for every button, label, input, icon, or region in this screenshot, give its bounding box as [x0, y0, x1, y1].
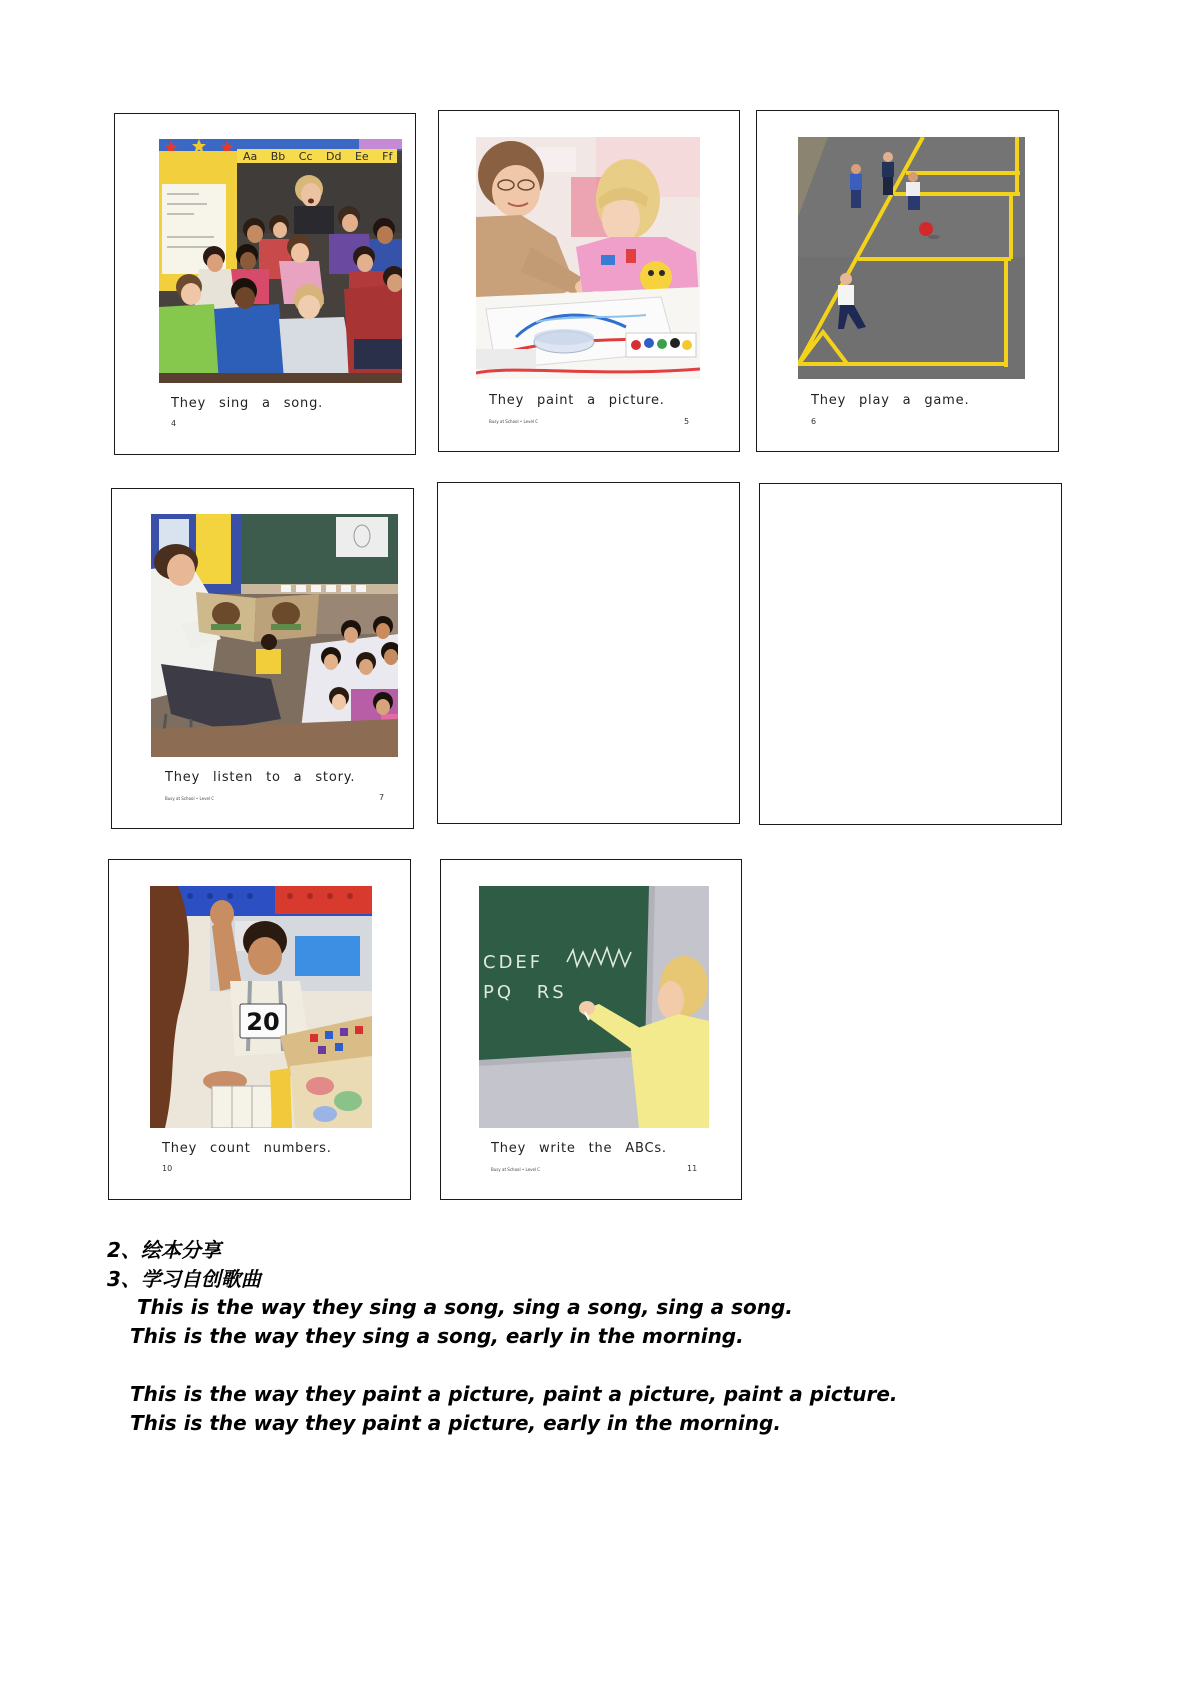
- photo-detail: [235, 287, 255, 309]
- photo-detail: [306, 1077, 334, 1095]
- photo-detail: [261, 634, 277, 650]
- page-caption: They sing a song.: [171, 396, 324, 411]
- photo-detail: [334, 1091, 362, 1111]
- photo-detail: [298, 295, 320, 319]
- photo-detail: [310, 1034, 318, 1042]
- photo-detail: [247, 893, 253, 899]
- photo-detail: [211, 624, 241, 630]
- photo-detail: [344, 627, 358, 643]
- photo-detail: [601, 255, 615, 265]
- blank-page-frame: [759, 483, 1062, 825]
- photo-detail: [342, 214, 358, 232]
- photo-detail: [335, 1043, 343, 1051]
- photo-detail: [308, 199, 314, 204]
- photo-children-singing: [159, 139, 402, 383]
- photo-detail: [626, 249, 636, 263]
- photo-detail: [659, 270, 665, 276]
- photo-detail: [908, 172, 918, 182]
- book-footer: Busy at School • Level C: [489, 419, 539, 424]
- photo-detail: [682, 340, 692, 350]
- book-page-card: [440, 859, 742, 1200]
- photo-detail: [376, 699, 390, 715]
- photo-detail: [256, 649, 281, 674]
- photo-detail: [357, 254, 373, 272]
- photo-detail: [336, 517, 388, 557]
- photo-detail: [377, 226, 393, 244]
- photo-detail: [359, 139, 402, 149]
- page-number: 11: [687, 1164, 698, 1173]
- photo-detail: [376, 623, 390, 639]
- photo-detail: [325, 1031, 333, 1039]
- page-number: 4: [171, 419, 177, 428]
- photo-detail: [227, 893, 233, 899]
- song-line: This is the way they paint a picture, paint a picture, paint a picture.: [130, 1382, 898, 1406]
- photo-detail: [906, 182, 920, 196]
- photo-detail: [355, 1026, 363, 1034]
- photo-detail: [631, 340, 641, 350]
- photo-detail: [850, 174, 862, 190]
- song-line: This is the way they sing a song, sing a song, sing a song.: [137, 1295, 793, 1319]
- photo-detail: [883, 177, 893, 195]
- photo-detail: [275, 886, 372, 914]
- photo-detail: [476, 349, 536, 369]
- photo-detail: [640, 261, 672, 293]
- photo-detail: [181, 283, 201, 305]
- photo-detail: [207, 893, 213, 899]
- section-heading-original-song: 3、学习自创歌曲: [107, 1267, 261, 1291]
- photo-detail: [214, 304, 287, 383]
- book-page-card: [108, 859, 411, 1200]
- song-line: This is the way they sing a song, early in the morning.: [130, 1324, 744, 1348]
- book-page-card: [114, 113, 416, 455]
- photo-detail: [658, 981, 684, 1019]
- photo-detail: [798, 257, 1025, 379]
- photo-detail: [579, 1001, 595, 1015]
- photo-detail: [248, 937, 282, 975]
- photo-detail: [270, 1068, 292, 1128]
- page-number: 5: [684, 417, 690, 426]
- blank-page-frame: [437, 482, 740, 824]
- photo-detail: [212, 1086, 272, 1128]
- photo-detail: [326, 585, 336, 592]
- photo-detail: [354, 339, 402, 369]
- photo-detail: [919, 222, 933, 236]
- alphabet-strip-text: Aa Bb Cc Dd Ee Ff: [243, 150, 393, 163]
- photo-girl-painting: [476, 137, 700, 379]
- photo-detail: [207, 254, 223, 272]
- photo-detail: [187, 893, 193, 899]
- photo-detail: [332, 694, 346, 710]
- book-page-card: [756, 110, 1059, 452]
- photo-detail: [648, 270, 654, 276]
- page-number: 10: [162, 1164, 173, 1173]
- photo-detail: [838, 285, 854, 305]
- photo-girl-writing-abcs: [479, 886, 709, 1128]
- book-footer: Busy at School • Level C: [491, 1167, 541, 1172]
- number-card-text: 20: [246, 1008, 280, 1036]
- photo-detail: [318, 1046, 326, 1054]
- photo-detail: [240, 252, 256, 270]
- section-heading-picture-book-sharing: 2、绘本分享: [107, 1238, 221, 1262]
- photo-detail: [281, 585, 291, 592]
- page-caption: They paint a picture.: [489, 393, 665, 408]
- photo-detail: [313, 1106, 337, 1122]
- photo-detail: [287, 893, 293, 899]
- photo-detail: [629, 1014, 709, 1128]
- photo-detail: [356, 585, 366, 592]
- book-page-card: [111, 488, 414, 829]
- book-footer: Busy at School • Level C: [165, 796, 215, 801]
- page-caption: They write the ABCs.: [491, 1141, 667, 1156]
- photo-detail: [311, 585, 321, 592]
- photo-detail: [670, 338, 680, 348]
- photo-detail: [159, 373, 402, 383]
- chalk-writing-line2: PQ RS: [483, 982, 567, 1003]
- photo-detail: [273, 222, 287, 238]
- photo-detail: [359, 659, 373, 675]
- photo-detail: [296, 585, 306, 592]
- photo-detail: [247, 225, 263, 243]
- page-number: 7: [379, 793, 385, 802]
- photo-detail: [327, 893, 333, 899]
- photo-detail: [492, 165, 540, 217]
- book-page-card: [438, 110, 740, 452]
- photo-detail: [271, 624, 301, 630]
- photo-detail: [307, 893, 313, 899]
- photo-boy-counting-numbers: [150, 886, 372, 1128]
- photo-teacher-reading-story: [151, 514, 398, 757]
- photo-detail: [196, 514, 231, 584]
- page-caption: They count numbers.: [162, 1141, 332, 1156]
- photo-detail: [291, 243, 309, 263]
- page-caption: They listen to a story.: [165, 770, 356, 785]
- photo-detail: [341, 585, 351, 592]
- photo-children-playing-game: [798, 137, 1025, 379]
- photo-detail: [882, 162, 894, 177]
- song-line: This is the way they paint a picture, early in the morning.: [130, 1411, 781, 1435]
- photo-detail: [347, 893, 353, 899]
- chalk-writing-line1: CDEF: [483, 952, 544, 973]
- page-caption: They play a game.: [811, 393, 970, 408]
- photo-detail: [928, 235, 940, 239]
- photo-detail: [851, 190, 861, 208]
- photo-detail: [294, 206, 334, 234]
- photo-detail: [295, 936, 360, 976]
- page-number: 6: [811, 417, 817, 426]
- photo-detail: [324, 654, 338, 670]
- photo-detail: [883, 152, 893, 162]
- photo-detail: [644, 338, 654, 348]
- photo-detail: [212, 602, 240, 626]
- photo-detail: [384, 649, 398, 665]
- photo-detail: [167, 554, 195, 586]
- photo-detail: [657, 339, 667, 349]
- photo-detail: [210, 900, 234, 928]
- photo-detail: [159, 304, 224, 383]
- photo-detail: [534, 329, 594, 345]
- photo-detail: [279, 317, 354, 379]
- photo-detail: [851, 164, 861, 174]
- photo-detail: [340, 1028, 348, 1036]
- photo-detail: [840, 273, 852, 285]
- photo-detail: [272, 602, 300, 626]
- photo-detail: [908, 196, 920, 210]
